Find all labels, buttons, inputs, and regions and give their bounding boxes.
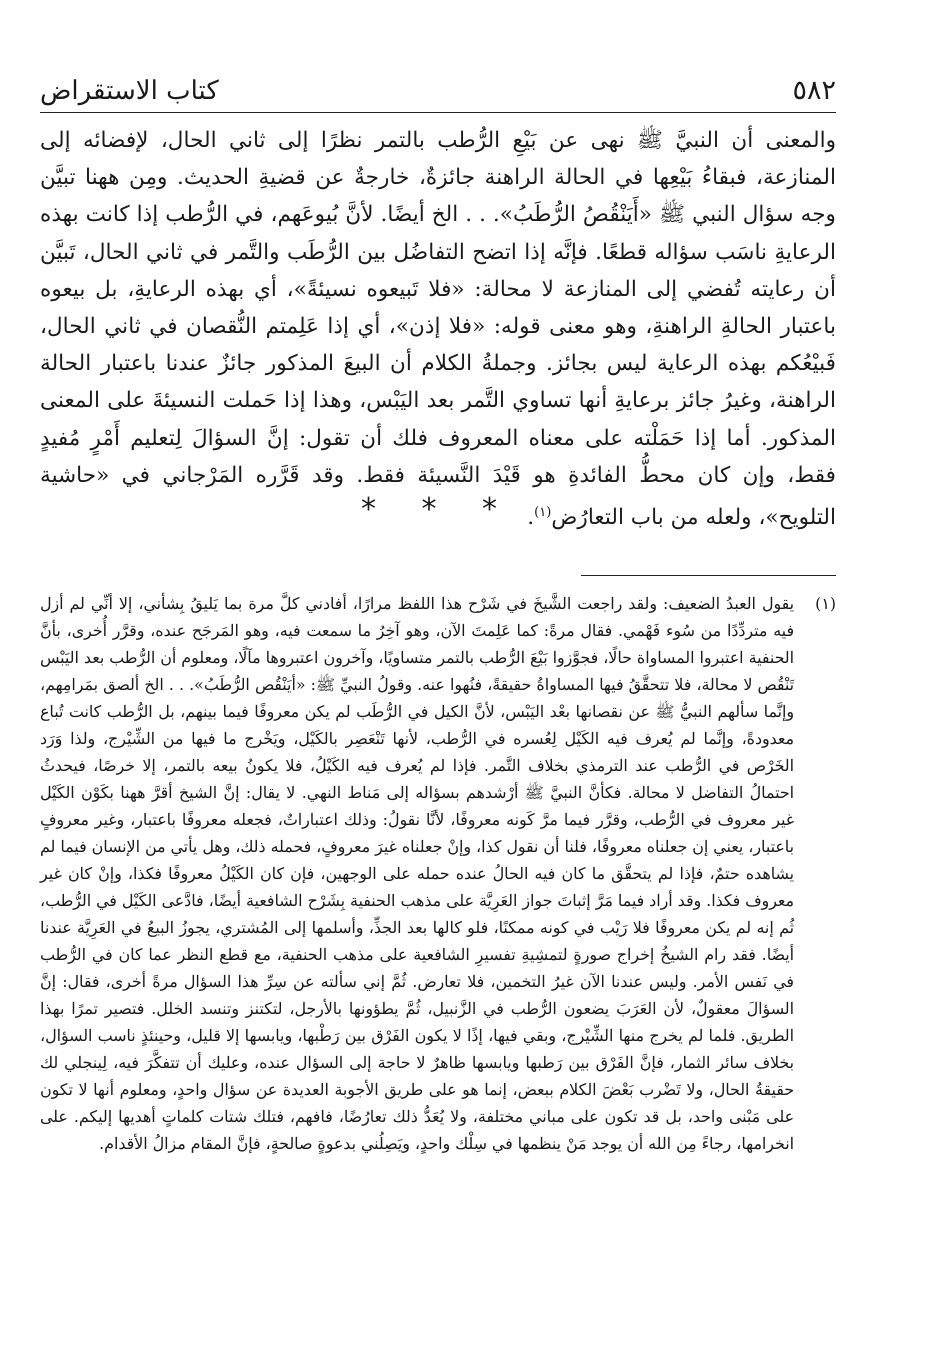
main-paragraph-text: والمعنى أن النبيَّ ﷺ نهى عن بَيْعِ الرُّطب بالتمر نظرًا إلى ثاني الحال، لإفضائه إلى المنازعة، فبقاءُ بَيْعِها في الحالة الراهنة جائزةٌ، خارجةٌ عن قضيةِ الحديث. ومِن ههنا تبيَّن وجه سؤال النبي ﷺ «أَيَنْقُصُ الرُّطَبُ». . . الخ أيضًا. لأنَّ بُيوعَهم، في الرُّطب إذا كانت بهذه الرعايةِ ناسَب سؤاله قطعًا. فإنَّه إذا اتضح التفاضُل بين الرُّطَب والتَّمر في ثاني الحال، تَبيَّن أن رعايته تُفضي إلى المنازعة لا محالة: «فلا تَبيعوه نسيئةً»، أي بهذه الرعايةِ، بل بيعوه باعتبار الحالةِ الراهنةِ، وهو معنى قوله: «فلا إذن»، أي إذا عَلِمتم النُّقصان في ثاني الحال، فَبيْعُكم بهذه الرعاية ليس بجائز. وجملةُ الكلام أن البيعَ المذكور جائزٌ عندنا باعتبار الحالة الراهنة، وغيرُ جائز برعايةِ أنها تساوي التَّمر بعد اليَبْس، وهذا إذا حَملت النسيئةَ على المعنى المذكور. أما إذا حَمَلْته على معناه المعروف فلك أن تقول: إنَّ السؤالَ لِتعليم أَمْرٍ مُفيدٍ فقط، وإن كان محطُّ الفائدةِ هو قَيْدَ النَّسيئة فقط. وقد قَرَّره المَرْجاني في «حاشية التلويح»، ولعله من باب التعارُض [40, 128, 836, 531]
footnote-reference: (١) [534, 505, 552, 521]
page-number: ٥٨٢ [792, 75, 836, 106]
footnote-1 [40, 590, 836, 1157]
running-header [40, 66, 836, 106]
footnote-text: يقول العبدُ الضعيف: ولقد راجعت الشَّيخَ في شَرْح هذا اللفظ مرارًا، أفادني كلَّ مرة بما يَليقُ بِشأني، إلا أنِّي لم أزل فيه متردِّدًا من سُوء فَهْمي. فقال مرةً: كما عَلِمتَ الآن، وهو آخِرُ ما سمعت فيه، وهو المَرجَح عنده، وقرَّر أُخرى، بأنَّ الحنفية اعتبروا المساواة حالًا، فجوَّزوا بَيْعَ الرُّطب بالتمر متساويًا، وآخرون اعتبروها مآلًا، ومعلوم أن الرُّطب بعد اليَبْس تَنْقُص لا محالة، فلا تتحقَّقُ فيها المساواةُ حقيقةً، فنُهوا عنه. وقولُ النبيِّ ﷺ: «أيَنْقُص الرُّطَبُ». . . الخ ألصق بمَرامِهم، وإنَّما سألهم النبيُّ ﷺ عن نقصانها بعْد اليَبْس، لأنَّ الكيل في الرُّطَب لم يكن معروفًا فيما بينهم، بل الرُّطب كانت تُباع معدودةً، وإنَّما لم يُعرف فيه الكَيْل لِعُسره في الرُّطب، لأنها تَنْعَصِر بالكَيْل، ويَخْرج ما فيها من الشِّيْرج، ولذا وَرَد الخَرْص في الرُّطب عند الترمذي بخلاف التَّمر. فإذا لم يُعرف فيه الكَيْلُ، فلا يكونُ بيعه بالتمر، إلا خرصًا، فيحدثُ احتمالُ التفاضل لا محالة. فكأنَّ النبيَّ ﷺ أرْشدهم بسؤاله إلى مَناط النهي. لا يقال: إنَّ الشيخ أقرَّ ههنا بكَوْن الكَيْل غير معروف في الرُّطب، وقرَّر فيما مرَّ كَونه معروفًا، لأنَّا نقولُ: وذلك اعتباراتٌ، فجعله معروفًا باعتبار، وغير معروفٍ باعتبار، يعني إن جعلناه معروفًا، فلنا أن نقول كذا، وإنْ جعلناه غيرَ معروفٍ، فحمله ذلك، وهل يأتي من الإنسان فيما لم يشاهده حتمٌ، فإذا لم يتحقَّق ما كان فيه الحالُ عنده حمله على الوجهين، فإن كان الكَيْلُ معروفًا فكذا، وإنْ كان غير معروف فكذا. وقد أراد فيما مَرَّ إثباتَ جواز العَرِيَّة على مذهب الحنفية بِشَرْح الشافعية أيضًا، فادَّعى الكَيْل في الرُّطب، ثُم إنه لم يكن معروفًا فلا رَيْب في كونه ممكنًا، فلو كالها بعد الجذِّ، وأسلمها إلى المُشتري، يجوزُ البيعُ في العَرِيَّة عندنا أيضًا. فقد رام الشيخُ إخراج صورةٍ لتمشِيةِ تفسيرِ الشافعية على مذهب الحنفية، مع قطع النظر عما كان في الرُّطب في نَفس الأمر. وليس عندنا الآن غيرُ التخمين، فلا تعارض. ثُمَّ إني سألته عن سِرِّ هذا السؤال مرةً أخرى، فقال: إنَّ السؤالَ معقولٌ، لأن العَرَبَ يضعون الرُّطب في الزَّنبيل، ثُمَّ يطؤونها بالأرجل، لتكتنز وتنسد الخلل. فتصير تمرًا بهذا الطريق. فلما لم يخرج منها الشِّيْرج، وبقي فيها، إذًا لا يكون الفَرْق بين رَطْبها، ويابسها إلا قليل، وحينئذٍ ناسب السؤال، بخلاف سائر الثمار، فإنَّ الفَرْق بين رَطبها ويابسها ظاهرٌ لا حاجة إلى السؤال عنده، وعليك أن تتفكَّرَ فيه، لِينجلي لك حقيقةُ الحال، ولا تَضْرب بَعْضَ الكلام ببعض، إنما هو على طريق الأجوبة العديدة عن سؤال واحدٍ، ومعلوم أنها لا تكون على مَبْنى واحد، بل قد تكون على مباني مختلفة، ولا يُعَدُّ ذلك تعارُضًا، فافهم، فتلك شتات كلماتٍ أهديها إليكم. على انخرامها، رجاءً مِن الله أن يوجد مَنْ ينظمها في سِلْك واحدٍ، ويَصِلُني بدعوةٍ صالحةٍ، فإنَّ المقام مزالُ الأقدام. [40, 594, 794, 1153]
main-paragraph: والمعنى أن النبيَّ ﷺ نهى عن بَيْعِ الرُّطب بالتمر نظرًا إلى ثاني الحال، لإفضائه إلى المنازعة، فبقاءُ بَيْعِها في الحالة الراهنة جائزةٌ، خارجةٌ عن قضيةِ الحديث. ومِن ههنا تبيَّن وجه سؤال النبي ﷺ «أَيَنْقُصُ الرُّطَبُ». . . الخ أيضًا. لأنَّ بُيوعَهم، في الرُّطب إذا كانت بهذه الرعايةِ ناسَب سؤاله قطعًا. فإنَّه إذا اتضح التفاضُل بين الرُّطَب والتَّمر في ثاني الحال، تَبيَّن أن رعايته تُفضي إلى المنازعة لا محالة: «فلا تَبيعوه نسيئةً»، أي بهذه الرعايةِ، بل بيعوه باعتبار الحالةِ الراهنةِ، وهو معنى قوله: «فلا إذن»، أي إذا عَلِمتم النُّقصان في ثاني الحال، فَبيْعُكم بهذه الرعاية ليس بجائز. وجملةُ الكلام أن البيعَ المذكور جائزٌ عندنا باعتبار الحالة الراهنة، وغيرُ جائز برعايةِ أنها تساوي التَّمر بعد اليَبْس، وهذا إذا حَملت النسيئةَ على المعنى المذكور. أما إذا حَمَلْته على معناه المعروف فلك أن تقول: إنَّ السؤالَ لِتعليم أَمْرٍ مُفيدٍ فقط، وإن كان محطُّ الفائدةِ هو قَيْدَ النَّسيئة فقط. وقد قَرَّره المَرْجاني في «حاشية التلويح»، ولعله من باب التعارُض$^{(١)}$. [40, 128, 836, 531]
main-body-text [40, 122, 836, 536]
section-divider-asterisks: * * * [360, 492, 516, 527]
footnote-marker: (١) [815, 594, 836, 613]
footnote-divider [581, 575, 836, 576]
header-divider [40, 112, 836, 113]
footnotes-section [40, 590, 836, 1157]
book-title: كتاب الاستقراض [40, 76, 219, 106]
